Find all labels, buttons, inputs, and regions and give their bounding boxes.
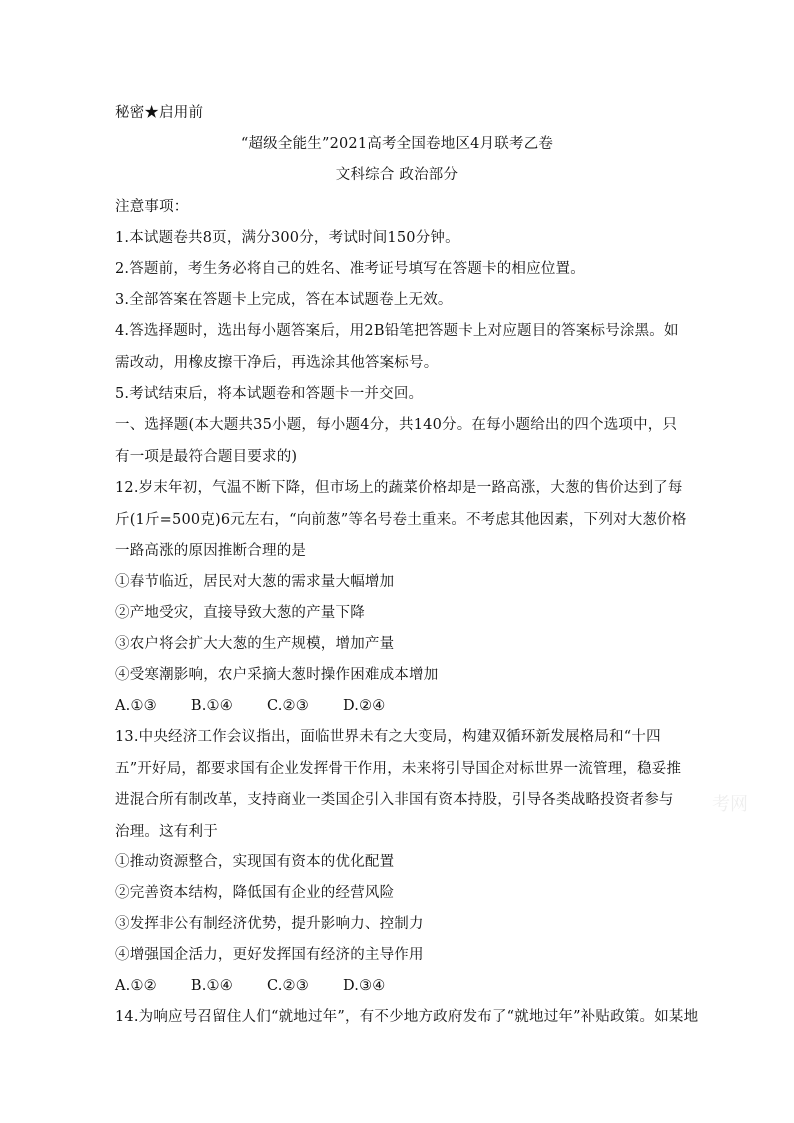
statement: ②完善资本结构，降低国有企业的经营风险	[115, 885, 395, 901]
notice-item: 4.答选择题时，选出每小题答案后，用2B铅笔把答题卡上对应题目的答案标号涂黑。如需改动，用橡皮擦干净后，再选涂其他答案标号。	[115, 323, 679, 371]
statement: ①春节临近，居民对大葱的需求量大幅增加	[115, 574, 395, 590]
notice-heading: 注意事项：	[115, 199, 189, 215]
option-b: B.①④	[190, 978, 233, 994]
statement: ②产地受灾，直接导致大葱的产量下降	[115, 605, 365, 621]
option-d: D.③④	[342, 978, 386, 994]
option-c: C.②③	[266, 698, 309, 714]
notice-item: 3.全部答案在答题卡上完成，答在本试题卷上无效。	[115, 292, 453, 308]
statement: ④增强国企活力，更好发挥国有经济的主导作用	[115, 947, 424, 963]
option-c: C.②③	[266, 978, 309, 994]
option-b: B.①④	[190, 698, 233, 714]
question-stem: 13.中央经济工作会议指出，面临世界未有之大变局，构建双循环新发展格局和“十四五”开好局，都要求国有企业发挥骨干作用，未来将引导国企对标世界一流管理，稳妥推进混合所有制改革，支持商业一类国企引入非国有资本持股，引导各类战略投资者参与治理。这有利于	[115, 729, 682, 840]
section-heading: 一、选择题(本大题共35小题，每小题4分，共140分。在每小题给出的四个选项中，只有一项是最符合题目要求的)	[115, 417, 678, 465]
statement: ③农户将会扩大大葱的生产规模，增加产量	[115, 636, 395, 652]
option-d: D.②④	[342, 698, 386, 714]
option-a: A.①③	[115, 698, 157, 714]
statement: ①推动资源整合，实现国有资本的优化配置	[115, 854, 395, 870]
exam-subtitle: 文科综合 政治部分	[335, 167, 459, 183]
notice-item: 5.考试结束后，将本试题卷和答题卡一并交回。	[115, 386, 424, 402]
question-stem: 14.为响应号召留住人们“就地过年”，有不少地方政府发布了“就地过年”补贴政策。如某地	[115, 1009, 699, 1025]
secret-label: 秘密★启用前	[115, 105, 204, 121]
answer-options	[115, 696, 690, 716]
question-stem: 12.岁末年初，气温不断下降，但市场上的蔬菜价格却是一路高涨，大葱的售价达到了每斤(1斤=500克)6元左右，“向前葱”等名号卷土重来。不考虑其他因素，下列对大葱价格一路高涨的原因推断合理的是	[115, 480, 687, 560]
statement: ④受寒潮影响，农户采摘大葱时操作困难成本增加	[115, 667, 439, 683]
notice-item: 1.本试题卷共8页，满分300分，考试时间150分钟。	[115, 230, 460, 246]
exam-title: “超级全能生”2021高考全国卷地区4月联考乙卷	[240, 136, 554, 152]
watermark: 考网	[712, 794, 748, 815]
option-a: A.①②	[115, 978, 157, 994]
notice-item: 2.答题前，考生务必将自己的姓名、准考证号填写在答题卡的相应位置。	[115, 261, 585, 277]
statement: ③发挥非公有制经济优势，提升影响力、控制力	[115, 916, 424, 932]
answer-options	[115, 976, 690, 996]
